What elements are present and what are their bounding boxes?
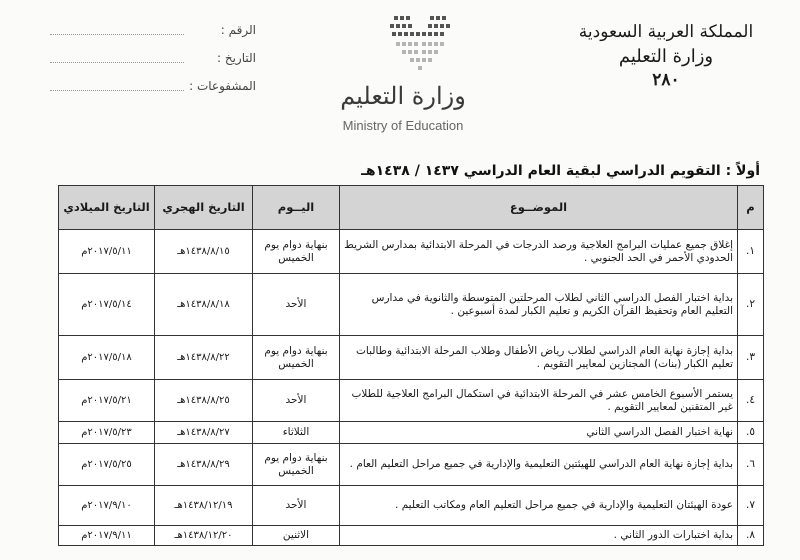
row-day: الثلاثاء [253,422,340,444]
field-number-row [46,16,256,44]
field-number-line [50,25,184,35]
section-title: أولاً : التقويم الدراسي لبقية العام الدراسي ١٤٣٧ / ١٤٣٨هـ [361,163,760,179]
table-row [59,230,764,274]
field-attachments-label: المشفوعات : [189,79,256,93]
row-gregorian: ٢٠١٧/٩/١٠م [59,486,155,526]
row-hijri: ١٤٣٨/٨/٢٥هـ [155,380,253,422]
row-num: ٨. [738,526,764,546]
header-subject: الموضــوع [340,186,738,230]
row-num: ٤. [738,380,764,422]
logo-dots-icon [388,14,452,72]
table-row [59,336,764,380]
row-num: ٥. [738,422,764,444]
row-gregorian: ٢٠١٧/٥/٢٥م [59,444,155,486]
field-date-row [46,44,256,72]
row-gregorian: ٢٠١٧/٥/١٨م [59,336,155,380]
row-hijri: ١٤٣٨/٨/٢٧هـ [155,422,253,444]
row-subject: بداية إجازة نهاية العام الدراسي لطلاب رياض الأطفال وطلاب المرحلة الابتدائية وطالبات تعليم الكبار (بنات) المجتازين لمعايير التقويم . [340,336,738,380]
header-num: م [738,186,764,230]
row-hijri: ١٤٣٨/١٢/٢٠هـ [155,526,253,546]
row-gregorian: ٢٠١٧/٩/١١م [59,526,155,546]
ministry-name: وزارة التعليم [618,46,714,67]
row-num: ٧. [738,486,764,526]
table-row [59,526,764,546]
field-date-label: التاريخ : [216,51,256,65]
field-attachments-line [50,81,184,91]
row-gregorian: ٢٠١٧/٥/١٤م [59,274,155,336]
row-subject: عودة الهيئتان التعليمية والإدارية في جميع مراحل التعليم العام ومكاتب التعليم . [340,486,738,526]
row-num: ٦. [738,444,764,486]
table-header-row [59,186,764,230]
row-hijri: ١٤٣٨/٨/١٨هـ [155,274,253,336]
table-row [59,422,764,444]
header-hijri: التاريخ الهجري [155,186,253,230]
table-row [59,380,764,422]
field-number-label: الرقم : [220,23,256,37]
row-day: الاثنين [253,526,340,546]
row-subject: بداية اختبار الفصل الدراسي الثاني لطلاب المرحلتين المتوسطة والثانوية في مدارس التعليم العام وتحفيظ القرآن الكريم و تعليم الكبار لمدة أسبوعين . [340,274,738,336]
row-num: ٣. [738,336,764,380]
row-subject: بداية اختبارات الدور الثاني . [340,526,738,546]
row-num: ١. [738,230,764,274]
field-date-line [50,53,184,63]
letterhead-right [566,20,766,90]
document-number: ٢٨٠ [652,70,680,90]
logo-english-text: Ministry of Education [342,118,464,133]
row-num: ٢. [738,274,764,336]
row-hijri: ١٤٣٨/٨/٢٢هـ [155,336,253,380]
row-day: بنهاية دوام يوم الخميس [253,230,340,274]
row-day: الأحد [253,380,340,422]
row-subject: بداية إجازة نهاية العام الدراسي للهيئتين التعليمية والإدارية في جميع مراحل التعليم العام . [340,444,738,486]
row-subject: نهاية اختبار الفصل الدراسي الثاني [340,422,738,444]
kingdom-name: المملكة العربية السعودية [578,22,754,42]
row-gregorian: ٢٠١٧/٥/٢٣م [59,422,155,444]
row-hijri: ١٤٣٨/٨/٢٩هـ [155,444,253,486]
row-day: الأحد [253,486,340,526]
table-row [59,486,764,526]
row-subject: يستمر الأسبوع الخامس عشر في المرحلة الابتدائية في استكمال البرامج العلاجية للطلاب غير المتقنين لمعايير التقويم . [340,380,738,422]
row-hijri: ١٤٣٨/٨/١٥هـ [155,230,253,274]
row-hijri: ١٤٣٨/١٢/١٩هـ [155,486,253,526]
header-gregorian: التاريخ الميلادي [59,186,155,230]
field-attachments-row [46,72,256,100]
table-row [59,274,764,336]
ministry-logo [318,14,488,139]
calendar-table [58,185,764,546]
logo-arabic-text: وزارة التعليم [340,82,466,110]
reference-fields [46,16,256,100]
row-gregorian: ٢٠١٧/٥/١١م [59,230,155,274]
header-day: اليــوم [253,186,340,230]
table-row [59,444,764,486]
row-day: بنهاية دوام يوم الخميس [253,444,340,486]
row-day: الأحد [253,274,340,336]
row-subject: إغلاق جميع عمليات البرامج العلاجية ورصد الدرجات في المرحلة الابتدائية بمدارس الشريط الحدودي الأحمر في الحد الجنوبي . [340,230,738,274]
row-day: بنهاية دوام يوم الخميس [253,336,340,380]
row-gregorian: ٢٠١٧/٥/٢١م [59,380,155,422]
